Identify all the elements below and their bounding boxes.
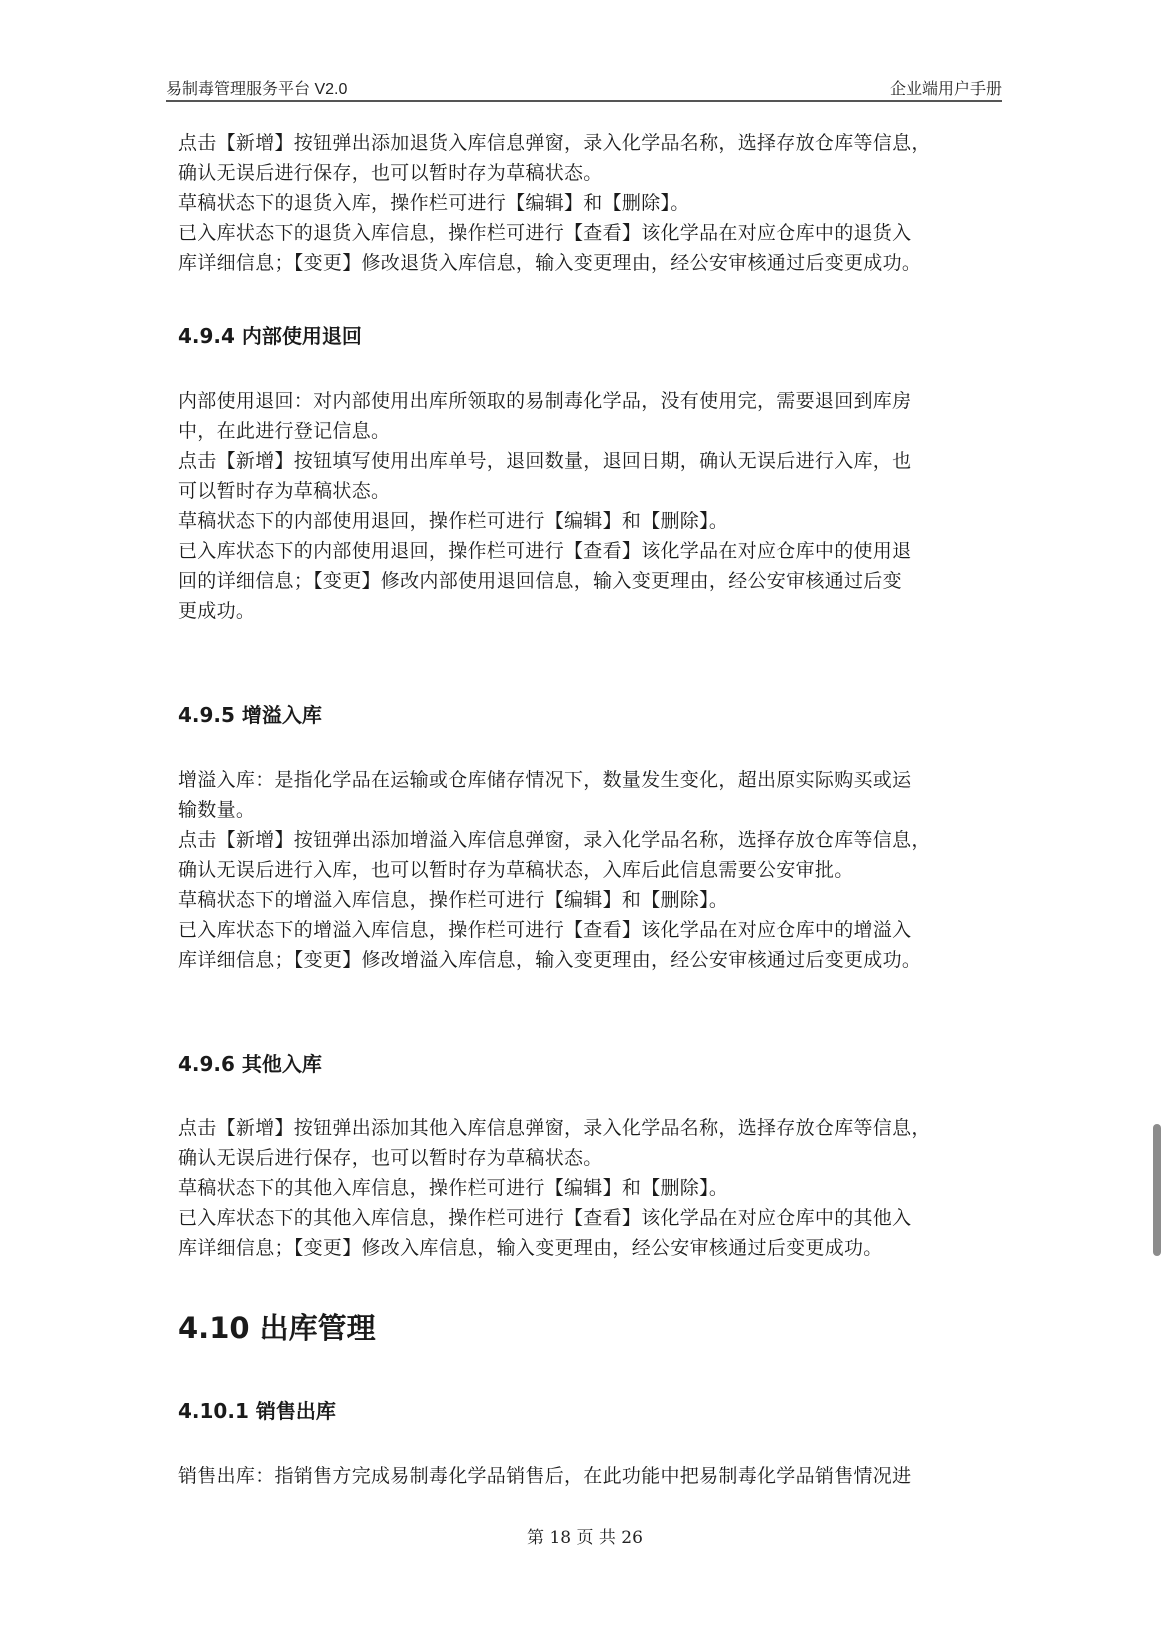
paragraph-line: 确认无误后进行入库，也可以暂时存为草稿状态，入库后此信息需要公安审批。 <box>178 859 854 881</box>
paragraph-line: 销售出库：指销售方完成易制毒化学品销售后，在此功能中把易制毒化学品销售情况进 <box>178 1465 912 1487</box>
paragraph-line: 可以暂时存为草稿状态。 <box>178 480 391 502</box>
paragraph-line: 草稿状态下的退货入库，操作栏可进行【编辑】和【删除】。 <box>178 192 690 214</box>
paragraph-line: 点击【新增】按钮弹出添加其他入库信息弹窗，录入化学品名称，选择存放仓库等信息， <box>178 1117 931 1139</box>
paragraph-line: 点击【新增】按钮弹出添加增溢入库信息弹窗，录入化学品名称，选择存放仓库等信息， <box>178 829 931 851</box>
paragraph-line: 回的详细信息；【变更】修改内部使用退回信息，输入变更理由，经公安审核通过后变 <box>178 570 902 592</box>
paragraph-line: 输数量。 <box>178 799 256 821</box>
paragraph-line: 库详细信息；【变更】修改退货入库信息，输入变更理由，经公安审核通过后变更成功。 <box>178 252 922 274</box>
paragraph-line: 库详细信息；【变更】修改入库信息，输入变更理由，经公安审核通过后变更成功。 <box>178 1237 883 1259</box>
paragraph-line: 已入库状态下的内部使用退回，操作栏可进行【查看】该化学品在对应仓库中的使用退 <box>178 540 912 562</box>
header-title: 易制毒管理服务平台 V2.0 <box>166 81 348 98</box>
paragraph-line: 已入库状态下的其他入库信息，操作栏可进行【查看】该化学品在对应仓库中的其他入 <box>178 1207 912 1229</box>
paragraph-line: 中，在此进行登记信息。 <box>178 420 391 442</box>
section-heading-4-10-1: 4.10.1 销售出库 <box>178 1399 336 1423</box>
paragraph-line: 内部使用退回：对内部使用出库所领取的易制毒化学品，没有使用完，需要退回到库房 <box>178 390 912 412</box>
paragraph-line: 草稿状态下的增溢入库信息，操作栏可进行【编辑】和【删除】。 <box>178 889 729 911</box>
header-manual-name: 企业端用户手册 <box>889 81 1002 98</box>
paragraph-line: 确认无误后进行保存，也可以暂时存为草稿状态。 <box>178 162 603 184</box>
section-heading-4-10: 4.10 出库管理 <box>178 1311 376 1345</box>
paragraph-line: 更成功。 <box>178 600 256 622</box>
paragraph-line: 草稿状态下的其他入库信息，操作栏可进行【编辑】和【删除】。 <box>178 1177 729 1199</box>
paragraph-line: 草稿状态下的内部使用退回，操作栏可进行【编辑】和【删除】。 <box>178 510 729 532</box>
section-heading-4-9-4: 4.9.4 内部使用退回 <box>178 324 362 348</box>
paragraph-line: 库详细信息；【变更】修改增溢入库信息，输入变更理由，经公安审核通过后变更成功。 <box>178 949 922 971</box>
section-heading-4-9-5: 4.9.5 增溢入库 <box>178 703 322 727</box>
page-number: 第 18 页 共 26 <box>527 1528 643 1548</box>
paragraph-line: 已入库状态下的增溢入库信息，操作栏可进行【查看】该化学品在对应仓库中的增溢入 <box>178 919 912 941</box>
scrollbar-thumb[interactable] <box>1153 1124 1161 1256</box>
paragraph-line: 点击【新增】按钮填写使用出库单号，退回数量，退回日期，确认无误后进行入库，也 <box>178 450 912 472</box>
paragraph-line: 增溢入库：是指化学品在运输或仓库储存情况下，数量发生变化，超出原实际购买或运 <box>178 769 912 791</box>
paragraph-line: 点击【新增】按钮弹出添加退货入库信息弹窗，录入化学品名称，选择存放仓库等信息， <box>178 132 931 154</box>
page-header <box>166 74 1002 102</box>
section-heading-4-9-6: 4.9.6 其他入库 <box>178 1052 322 1076</box>
paragraph-line: 确认无误后进行保存，也可以暂时存为草稿状态。 <box>178 1147 603 1169</box>
paragraph-line: 已入库状态下的退货入库信息，操作栏可进行【查看】该化学品在对应仓库中的退货入 <box>178 222 912 244</box>
